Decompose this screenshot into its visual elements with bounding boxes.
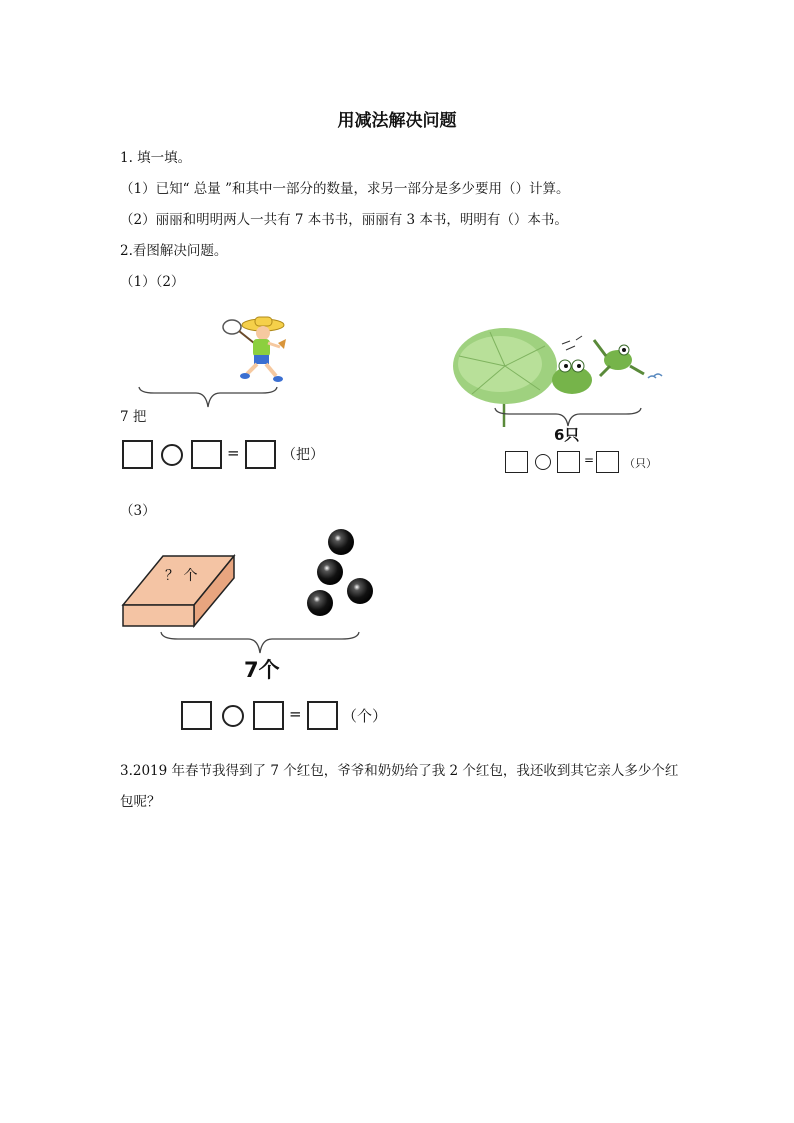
figure-1-total-label: 7 把 — [120, 409, 147, 425]
answer-box[interactable] — [122, 440, 153, 469]
answer-box[interactable] — [253, 701, 284, 730]
black-balls-illustration — [302, 526, 378, 620]
answer-box[interactable] — [307, 701, 338, 730]
operator-circle[interactable] — [161, 444, 183, 466]
operator-circle[interactable] — [535, 454, 551, 470]
figure-3-total-label: 7个 — [244, 658, 280, 682]
unit-label: （把） — [282, 447, 324, 463]
answer-box[interactable] — [191, 440, 222, 469]
answer-box[interactable] — [505, 451, 528, 473]
answer-box[interactable] — [596, 451, 619, 473]
question-1-item-1: （1）已知“ 总量 ”和其中一部分的数量，求另一部分是多少要用（）计算。 — [120, 181, 570, 197]
equals-sign: = — [584, 453, 595, 467]
question-3-line-2: 包呢？ — [120, 794, 161, 810]
subquestion-1-2-label: （1）（2） — [120, 274, 185, 290]
question-2-heading: 2.看图解决问题。 — [120, 243, 228, 259]
equals-sign: = — [227, 444, 240, 462]
question-1-item-2: （2）丽丽和明明两人一共有 7 本书书，丽丽有 3 本书，明明有（）本书。 — [120, 212, 568, 228]
boy-illustration — [220, 313, 292, 389]
question-3-line-1: 3.2019 年春节我得到了 7 个红包，爷爷和奶奶给了我 2 个红包，我还收到其它亲人多少个红 — [120, 763, 679, 779]
answer-box[interactable] — [557, 451, 580, 473]
unit-label: （个） — [342, 707, 388, 725]
brace-figure-3 — [160, 630, 360, 655]
operator-circle[interactable] — [222, 705, 244, 727]
question-1-heading: 1. 填一填。 — [120, 150, 192, 166]
subquestion-3-label: （3） — [120, 503, 156, 519]
page-title: 用减法解决问题 — [337, 111, 457, 131]
equals-sign: = — [289, 705, 302, 723]
unit-label: （只） — [624, 457, 657, 470]
box-unknown-label: ？ 个 — [165, 568, 198, 584]
brace-figure-1 — [138, 385, 278, 410]
answer-box[interactable] — [245, 440, 276, 469]
answer-box[interactable] — [181, 701, 212, 730]
figure-2-total-label: 6只 — [554, 426, 580, 444]
